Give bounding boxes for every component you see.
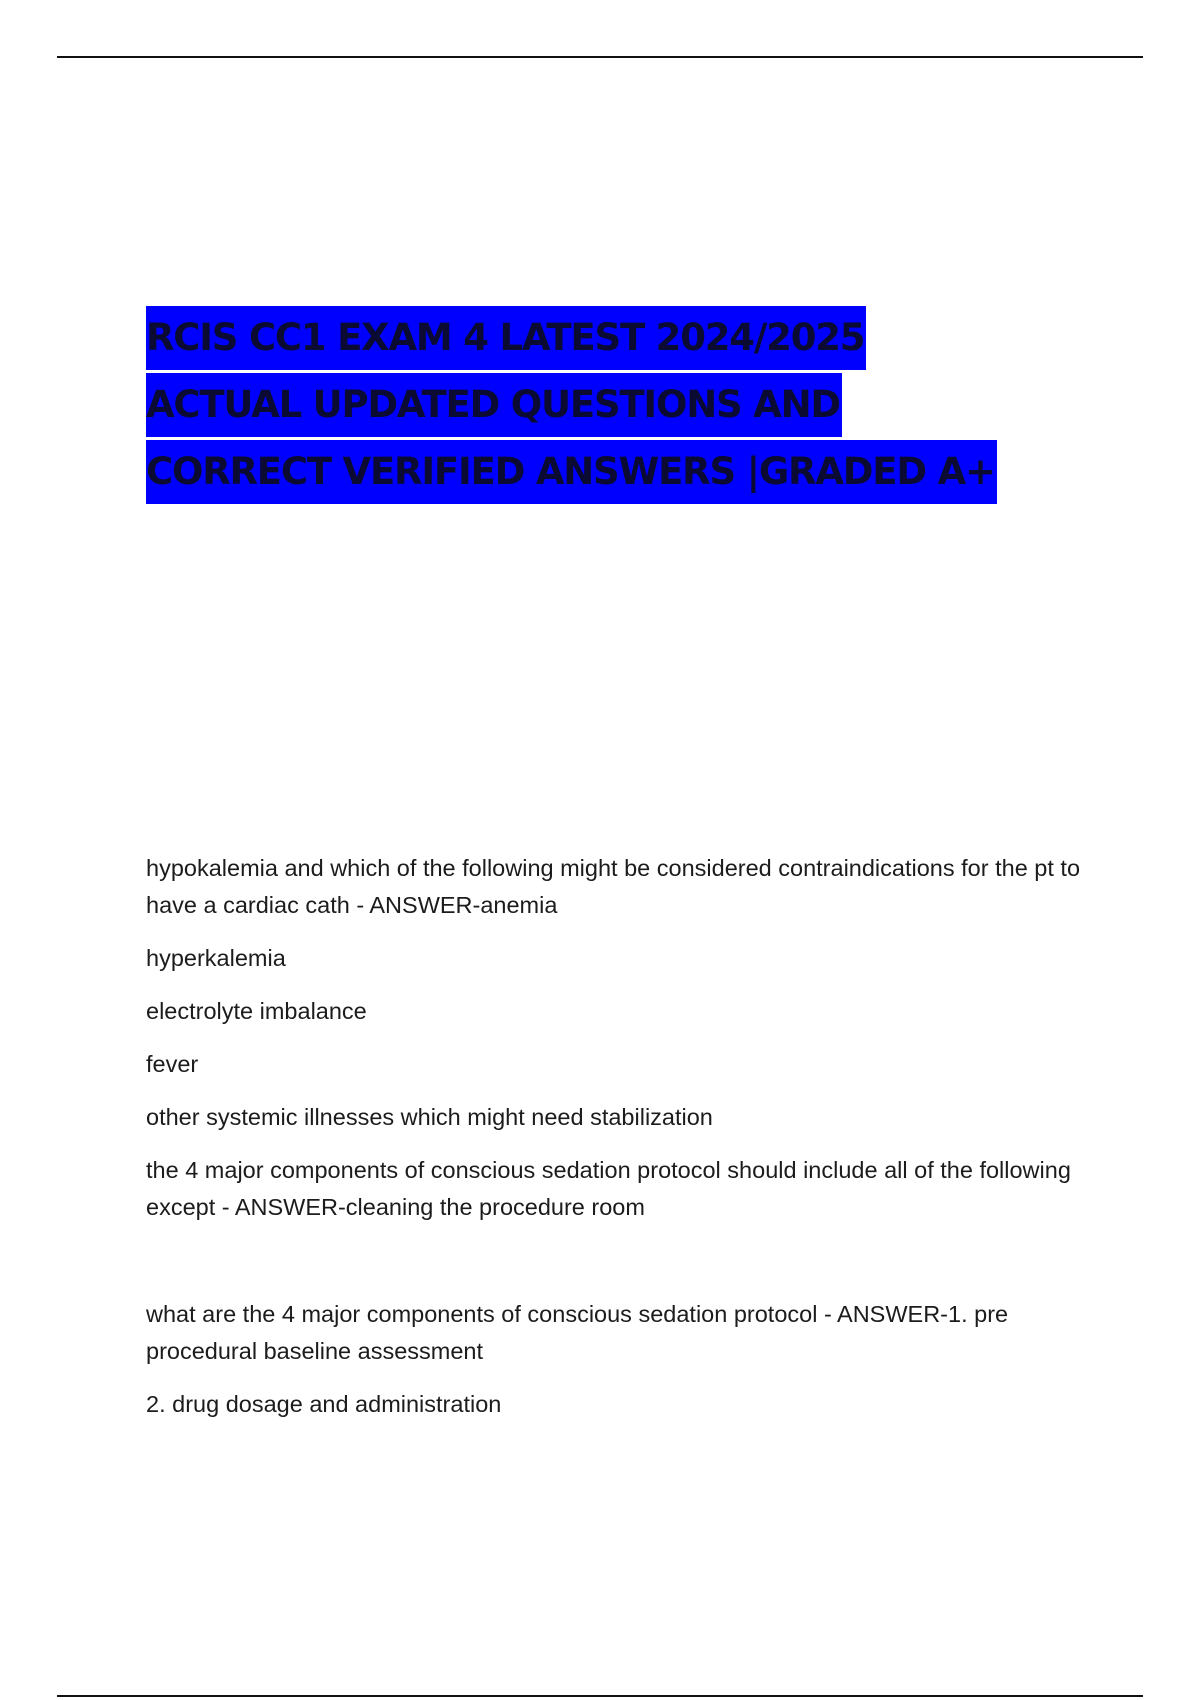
question-paragraph: what are the 4 major components of conscious sedation protocol - ANSWER-1. pre procedural baseline assessment (146, 1301, 1009, 1364)
answer-item: electrolyte imbalance (146, 998, 367, 1024)
document-body (146, 850, 1086, 1439)
question-paragraph: hypokalemia and which of the following might be considered contraindications for the pt to have a cardiac cath - ANSWER-anemia (146, 855, 1081, 918)
answer-item: 2. drug dosage and administration (146, 1391, 502, 1417)
title-line-3: CORRECT VERIFIED ANSWERS |GRADED A+ (146, 440, 997, 504)
document-title (146, 306, 1106, 507)
top-rule (57, 56, 1143, 58)
answer-item: hyperkalemia (146, 945, 286, 971)
answer-item: other systemic illnesses which might need stabilization (146, 1104, 713, 1130)
answer-item: fever (146, 1051, 199, 1077)
title-line-1: RCIS CC1 EXAM 4 LATEST 2024/2025 (146, 306, 866, 370)
bottom-rule (57, 1695, 1143, 1697)
question-paragraph: the 4 major components of conscious sedation protocol should include all of the following except - ANSWER-cleaning the procedure room (146, 1157, 1071, 1220)
title-line-2: ACTUAL UPDATED QUESTIONS AND (146, 373, 842, 437)
